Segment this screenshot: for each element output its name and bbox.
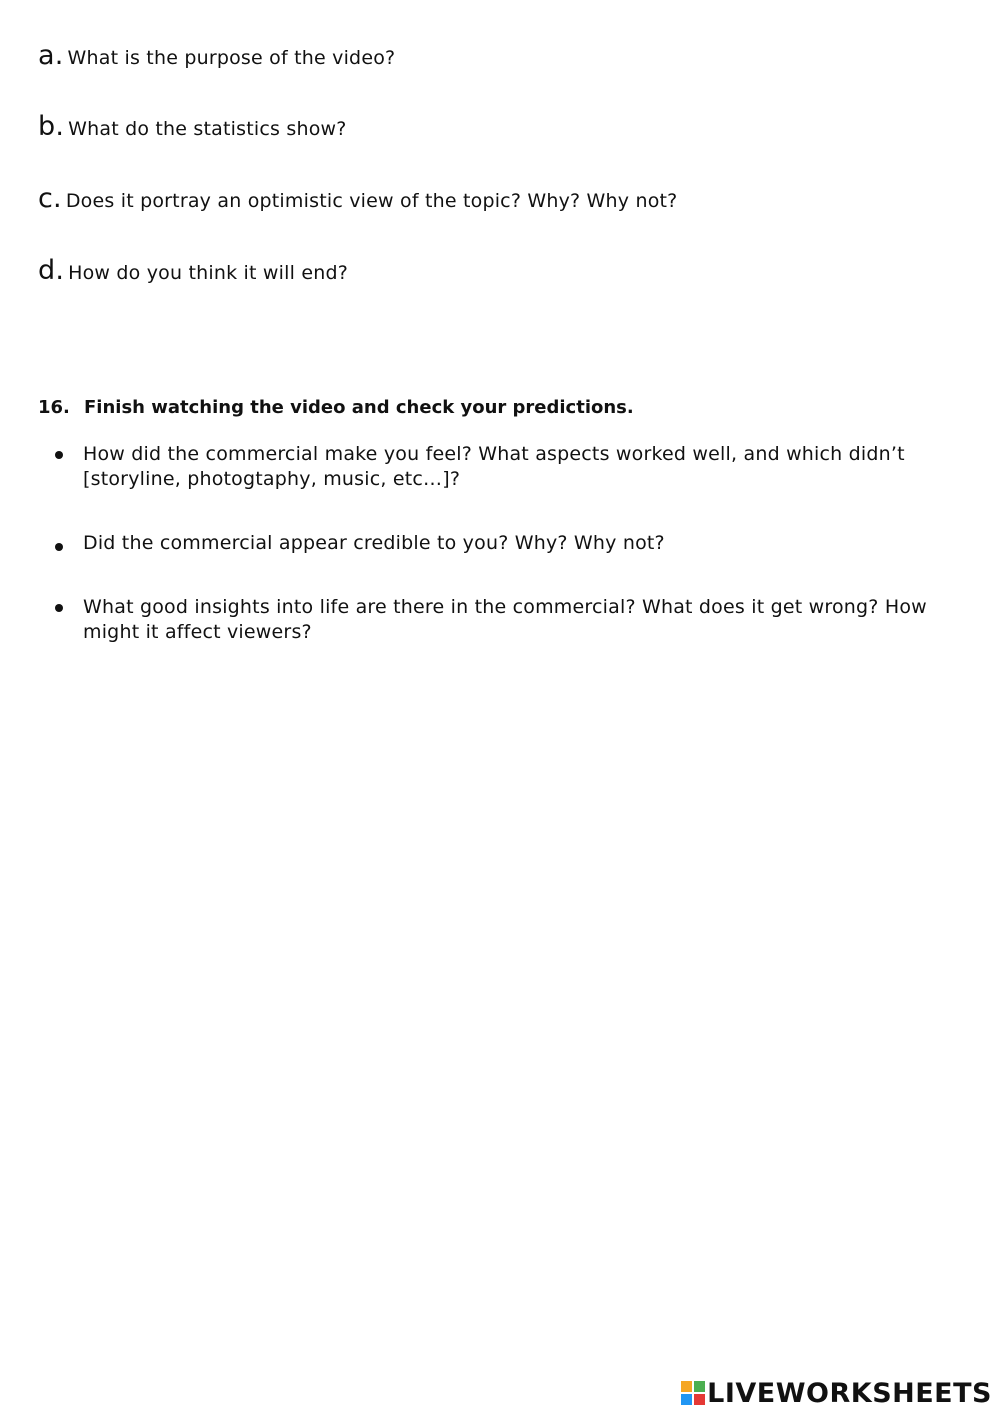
logo-block bbox=[681, 1394, 692, 1405]
bullet-icon bbox=[55, 543, 63, 551]
bullet-item-3-text: What good insights into life are there in the commercial? What does it get wrong? How might it affect viewers? bbox=[83, 596, 927, 643]
question-c-letter: c. bbox=[38, 183, 62, 214]
question-a-text: What is the purpose of the video? bbox=[67, 47, 396, 69]
bullet-item-2-text: Did the commercial appear credible to you? Why? Why not? bbox=[83, 532, 665, 554]
question-c-text: Does it portray an optimistic view of the topic? Why? Why not? bbox=[65, 190, 678, 212]
liveworksheets-logo bbox=[681, 1378, 992, 1408]
question-a-letter: a. bbox=[38, 40, 64, 71]
section-heading bbox=[38, 397, 634, 418]
question-b-text: What do the statistics show? bbox=[68, 118, 347, 140]
question-b-letter: b. bbox=[38, 111, 65, 142]
logo-blocks-icon bbox=[681, 1381, 705, 1405]
section-title: Finish watching the video and check your predictions. bbox=[84, 397, 634, 418]
logo-block bbox=[694, 1394, 705, 1405]
logo-block bbox=[694, 1381, 705, 1392]
question-a bbox=[38, 40, 395, 71]
question-c bbox=[38, 183, 677, 214]
logo-block bbox=[681, 1381, 692, 1392]
section-number: 16. bbox=[38, 397, 70, 418]
question-b bbox=[38, 111, 347, 142]
question-d-text: How do you think it will end? bbox=[68, 262, 349, 284]
logo-text: LIVEWORKSHEETS bbox=[707, 1377, 992, 1409]
bullet-icon bbox=[55, 604, 63, 612]
question-d-letter: d. bbox=[38, 255, 65, 286]
bullet-icon bbox=[55, 451, 63, 459]
question-d bbox=[38, 255, 348, 286]
bullet-item-1-text: How did the commercial make you feel? What aspects worked well, and which didn’t [storyline, photogtaphy, music, etc…]? bbox=[83, 443, 905, 490]
